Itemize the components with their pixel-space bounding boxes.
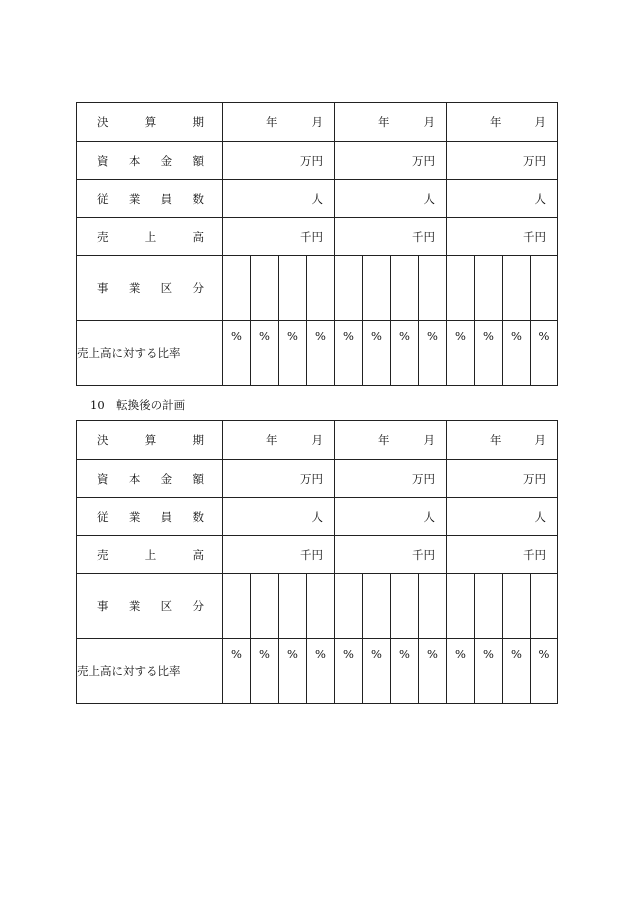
label-fiscal-period: 決 算 期 [77,421,223,460]
ratio-cell[interactable]: % [475,639,503,704]
sales-cell[interactable]: 千円 [447,536,558,574]
period-cell[interactable]: 年 月 [335,421,447,460]
label-sales: 売 上 高 [77,218,223,256]
employees-cell[interactable]: 人 [223,180,335,218]
business-cell[interactable] [475,256,503,321]
label-sales-ratio: 売上高に対する比率 [77,639,223,704]
sales-cell[interactable]: 千円 [447,218,558,256]
business-cell[interactable] [223,256,251,321]
business-cell[interactable] [419,574,447,639]
capital-cell[interactable]: 万円 [335,460,447,498]
ratio-cell[interactable]: % [251,321,279,386]
business-cell[interactable] [335,256,363,321]
business-cell[interactable] [279,574,307,639]
employees-cell[interactable]: 人 [335,180,447,218]
business-cell[interactable] [335,574,363,639]
business-cell[interactable] [307,574,335,639]
current-status-table [76,102,558,386]
business-cell[interactable] [251,256,279,321]
section-heading: 10 転換後の計画 [90,398,186,412]
ratio-cell[interactable]: % [335,321,363,386]
business-cell[interactable] [447,574,475,639]
period-cell[interactable]: 年 月 [223,421,335,460]
ratio-cell[interactable]: % [475,321,503,386]
business-cell[interactable] [251,574,279,639]
label-sales: 売 上 高 [77,536,223,574]
row-sales [77,218,558,256]
business-cell[interactable] [223,574,251,639]
capital-cell[interactable]: 万円 [335,142,447,180]
ratio-cell[interactable]: % [363,639,391,704]
business-cell[interactable] [307,256,335,321]
period-cell[interactable]: 年 月 [447,103,558,142]
ratio-cell[interactable]: % [531,639,558,704]
row-sales-ratio [77,639,558,704]
ratio-cell[interactable]: % [419,321,447,386]
ratio-cell[interactable]: % [335,639,363,704]
ratio-cell[interactable]: % [363,321,391,386]
row-fiscal-period [77,103,558,142]
business-cell[interactable] [391,256,419,321]
ratio-cell[interactable]: % [503,639,531,704]
ratio-cell[interactable]: % [419,639,447,704]
employees-cell[interactable]: 人 [447,498,558,536]
employees-cell[interactable]: 人 [447,180,558,218]
ratio-cell[interactable]: % [223,639,251,704]
row-employees [77,498,558,536]
business-cell[interactable] [475,574,503,639]
row-employees [77,180,558,218]
label-capital: 資 本 金 額 [77,142,223,180]
row-business-category [77,256,558,321]
ratio-cell[interactable]: % [279,639,307,704]
label-sales-ratio: 売上高に対する比率 [77,321,223,386]
period-cell[interactable]: 年 月 [447,421,558,460]
ratio-cell[interactable]: % [391,321,419,386]
business-cell[interactable] [531,574,558,639]
row-capital [77,142,558,180]
employees-cell[interactable]: 人 [223,498,335,536]
ratio-cell[interactable]: % [223,321,251,386]
period-cell[interactable]: 年 月 [335,103,447,142]
period-cell[interactable]: 年 月 [223,103,335,142]
business-cell[interactable] [503,256,531,321]
ratio-cell[interactable]: % [447,321,475,386]
ratio-cell[interactable]: % [307,639,335,704]
ratio-cell[interactable]: % [391,639,419,704]
row-business-category [77,574,558,639]
ratio-cell[interactable]: % [307,321,335,386]
capital-cell[interactable]: 万円 [447,460,558,498]
ratio-cell[interactable]: % [503,321,531,386]
business-cell[interactable] [363,574,391,639]
ratio-cell[interactable]: % [447,639,475,704]
capital-cell[interactable]: 万円 [223,142,335,180]
business-cell[interactable] [363,256,391,321]
label-employees: 従 業 員 数 [77,498,223,536]
post-conversion-plan-table [76,420,558,704]
row-sales-ratio [77,321,558,386]
employees-cell[interactable]: 人 [335,498,447,536]
business-cell[interactable] [391,574,419,639]
ratio-cell[interactable]: % [251,639,279,704]
capital-cell[interactable]: 万円 [223,460,335,498]
label-business-category: 事 業 区 分 [77,256,223,321]
sales-cell[interactable]: 千円 [335,536,447,574]
ratio-cell[interactable]: % [279,321,307,386]
sales-cell[interactable]: 千円 [335,218,447,256]
sales-cell[interactable]: 千円 [223,218,335,256]
business-cell[interactable] [279,256,307,321]
business-cell[interactable] [447,256,475,321]
label-capital: 資 本 金 額 [77,460,223,498]
business-cell[interactable] [531,256,558,321]
row-fiscal-period [77,421,558,460]
label-employees: 従 業 員 数 [77,180,223,218]
business-cell[interactable] [419,256,447,321]
capital-cell[interactable]: 万円 [447,142,558,180]
business-cell[interactable] [503,574,531,639]
label-fiscal-period: 決 算 期 [77,103,223,142]
sales-cell[interactable]: 千円 [223,536,335,574]
label-business-category: 事 業 区 分 [77,574,223,639]
ratio-cell[interactable]: % [531,321,558,386]
row-capital [77,460,558,498]
row-sales [77,536,558,574]
